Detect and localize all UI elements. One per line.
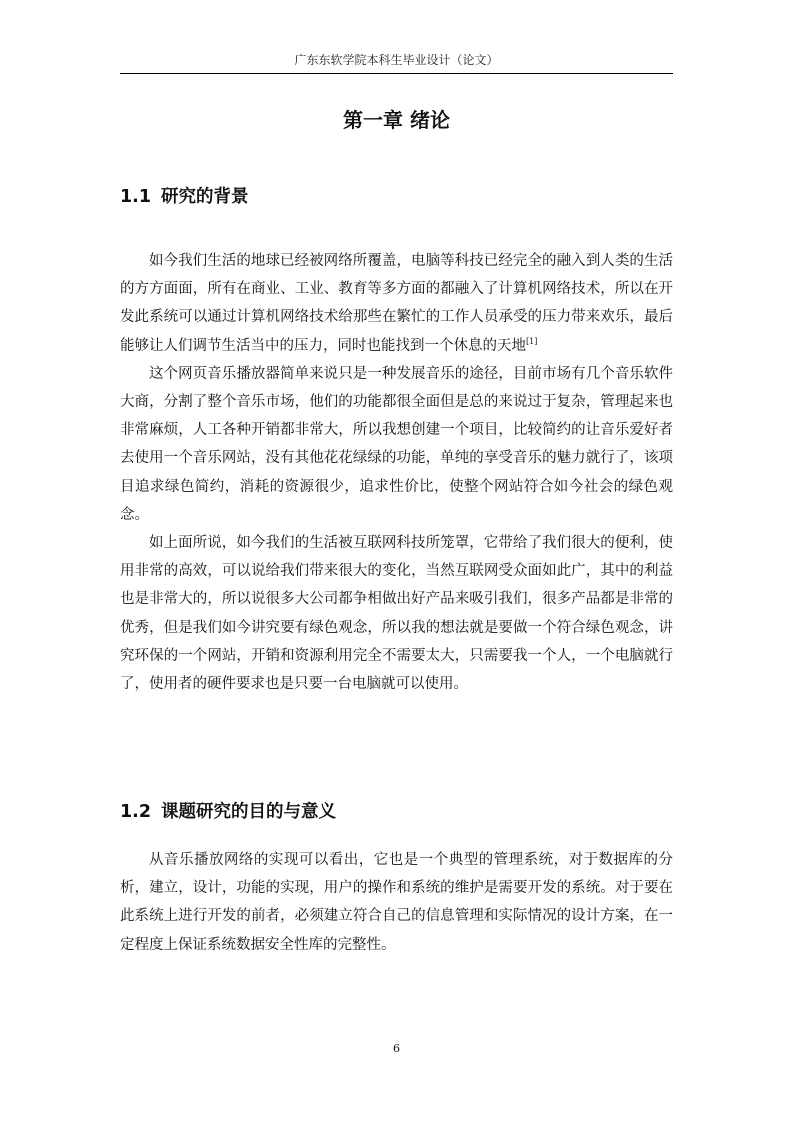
paragraph: 如上面所说，如今我们的生活被互联网科技所笼罩，它带给了我们很大的便利，使用非常的高效，可以说给我们带来很大的变化，当然互联网受众面如此广，其中的利益也是非常大的，所以说很多大公司都争相做出好产品来吸引我们，很多产品都是非常的优秀，但是我们如今讲究要有绿色观念，所以我的想法就是要做一个符合绿色观念，讲究环保的一个网站，开销和资源利用完全不需要太大，只需要我一个人，一个电脑就行了，使用者的硬件要求也是只要一台电脑就可以使用。 <box>120 535 673 693</box>
chapter-title: 第一章 绪论 <box>343 108 450 132</box>
running-header: 广东东软学院本科生毕业设计（论文） <box>294 53 499 67</box>
section-heading-1-2 <box>120 800 673 824</box>
paragraph: 这个网页音乐播放器简单来说只是一种发展音乐的途径，目前市场有几个音乐软件大商，分割了整个音乐市场，他们的功能都很全面但是总的来说过于复杂，管理起来也非常麻烦，人工各种开销都非常大，所以我想创建一个项目，比较简约的让音乐爱好者去使用一个音乐网站，没有其他花花绿绿的功能，单纯的享受音乐的魅力就行了，该项目追求绿色简约，消耗的资源很少，追求性价比，使整个网站符合如今社会的绿色观念。 <box>120 365 673 523</box>
section-title: 研究的背景 <box>161 187 249 207</box>
page-number: 6 <box>393 1042 400 1055</box>
section-body-1-1 <box>120 247 673 698</box>
section-body-1-2 <box>120 846 673 959</box>
citation-marker: [1] <box>526 336 538 346</box>
section-title: 课题研究的目的与意义 <box>161 802 337 822</box>
section-number: 1.1 <box>120 187 152 207</box>
section-number: 1.2 <box>120 802 152 822</box>
paragraph <box>120 247 673 360</box>
header-divider <box>120 73 673 74</box>
paragraph-text: 如今我们生活的地球已经被网络所覆盖，电脑等科技已经完全的融入到人类的生活的方方面面，所有在商业、工业、教育等多方面的都融入了计算机网络技术，所以在开发此系统可以通过计算机网络技术给那些在繁忙的工作人员承受的压力带来欢乐，最后能够让人们调节生活当中的压力，同时也能找到一个休息的天地 <box>120 253 673 354</box>
paragraph: 从音乐播放网络的实现可以看出，它也是一个典型的管理系统，对于数据库的分析，建立，设计，功能的实现，用户的操作和系统的维护是需要开发的系统。对于要在此系统上进行开发的前者，必须建立符合自己的信息管理和实际情况的设计方案，在一定程度上保证系统数据安全性库的完整性。 <box>120 852 673 953</box>
section-heading-1-1 <box>120 185 673 209</box>
